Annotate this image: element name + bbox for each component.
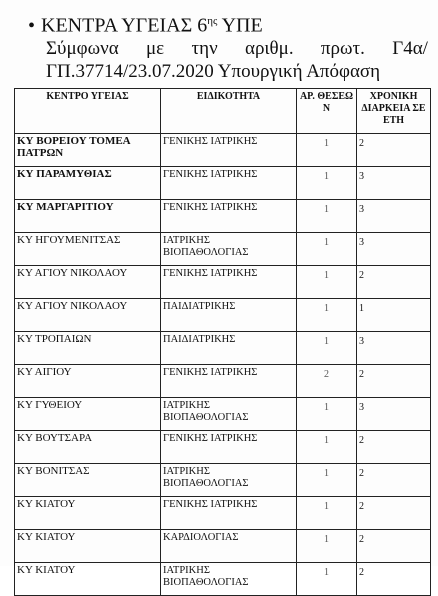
cell-duration: 2 [357,266,431,299]
cell-duration: 2 [357,134,431,167]
cell-duration: 3 [357,332,431,365]
cell-positions: 1 [297,233,357,266]
reference-word: Γ4α/ [392,38,428,59]
cell-positions: 1 [297,299,357,332]
header-duration: ΧΡΟΝΙΚΗ ΔΙΑΡΚΕΙΑ ΣΕ ΕΤΗ [357,89,431,134]
cell-center: ΚΥ ΤΡΟΠΑΙΩΝ [15,332,161,365]
cell-center: ΚΥ ΚΙΑΤΟΥ [15,563,161,596]
reference-word: πρωτ. [320,38,365,59]
cell-center: ΚΥ ΜΑΡΓΑΡΙΤΙΟΥ [15,200,161,233]
cell-center: ΚΥ ΒΟΝΙΤΣΑΣ [15,464,161,497]
heading-title: ΚΕΝΤΡΑ ΥΓΕΙΑΣ 6 [41,14,208,37]
cell-specialty: ΙΑΤΡΙΚΗΣ ΒΙΟΠΑΘΟΛΟΓΙΑΣ [161,398,297,431]
cell-center: ΚΥ ΚΙΑΤΟΥ [15,530,161,563]
table-row [15,167,431,200]
cell-center: ΚΥ ΠΑΡΑΜΥΘΙΑΣ [15,167,161,200]
cell-duration: 3 [357,200,431,233]
cell-specialty: ΠΑΙΔΙΑΤΡΙΚΗΣ [161,299,297,332]
cell-positions: 1 [297,431,357,464]
table-row [15,266,431,299]
cell-positions: 1 [297,332,357,365]
cell-specialty: ΚΑΡΔΙΟΛΟΓΙΑΣ [161,530,297,563]
cell-center: ΚΥ ΒΟΡΕΙΟΥ ΤΟΜΕΑ ΠΑΤΡΩΝ [15,134,161,167]
table-row [15,299,431,332]
cell-specialty: ΙΑΤΡΙΚΗΣ ΒΙΟΠΑΘΟΛΟΓΙΑΣ [161,233,297,266]
header-center: ΚΕΝΤΡΟ ΥΓΕΙΑΣ [15,89,161,134]
table-row [15,200,431,233]
cell-duration: 2 [357,464,431,497]
reference-line-1 [46,38,428,60]
heading-superscript: ης [207,15,218,27]
reference-word: Σύμφωνα [46,38,119,59]
cell-positions: 1 [297,134,357,167]
table-row [15,497,431,530]
cell-duration: 3 [357,167,431,200]
cell-center: ΚΥ ΓΥΘΕΙΟΥ [15,398,161,431]
table-row [15,332,431,365]
cell-positions: 1 [297,530,357,563]
cell-duration: 1 [357,299,431,332]
cell-positions: 1 [297,266,357,299]
cell-duration: 3 [357,233,431,266]
table-row [15,365,431,398]
cell-duration: 2 [357,431,431,464]
cell-specialty: ΓΕΝΙΚΗΣ ΙΑΤΡΙΚΗΣ [161,134,297,167]
cell-center: ΚΥ ΒΟΥΤΣΑΡΑ [15,431,161,464]
cell-specialty: ΙΑΤΡΙΚΗΣ ΒΙΟΠΑΘΟΛΟΓΙΑΣ [161,563,297,596]
section-heading [28,10,263,37]
health-centers-table [14,88,431,596]
cell-duration: 3 [357,398,431,431]
heading-tail: ΥΠΕ [221,14,263,37]
cell-positions: 1 [297,464,357,497]
bullet-icon: • [28,14,36,37]
cell-specialty: ΠΑΙΔΙΑΤΡΙΚΗΣ [161,332,297,365]
reference-word: με [146,38,165,59]
cell-specialty: ΓΕΝΙΚΗΣ ΙΑΤΡΙΚΗΣ [161,431,297,464]
cell-duration: 2 [357,530,431,563]
cell-specialty: ΓΕΝΙΚΗΣ ΙΑΤΡΙΚΗΣ [161,200,297,233]
cell-duration: 2 [357,365,431,398]
table-row [15,398,431,431]
reference-word: την [191,38,218,59]
cell-positions: 1 [297,167,357,200]
cell-positions: 1 [297,398,357,431]
table-row [15,563,431,596]
cell-specialty: ΓΕΝΙΚΗΣ ΙΑΤΡΙΚΗΣ [161,497,297,530]
table-header-row [15,89,431,134]
cell-specialty: ΙΑΤΡΙΚΗΣ ΒΙΟΠΑΘΟΛΟΓΙΑΣ [161,464,297,497]
table-row [15,530,431,563]
table-row [15,134,431,167]
cell-center: ΚΥ ΗΓΟΥΜΕΝΙΤΣΑΣ [15,233,161,266]
cell-specialty: ΓΕΝΙΚΗΣ ΙΑΤΡΙΚΗΣ [161,167,297,200]
header-specialty: ΕΙΔΙΚΟΤΗΤΑ [161,89,297,134]
table-row [15,464,431,497]
cell-positions: 1 [297,200,357,233]
cell-center: ΚΥ ΑΓΙΟΥ ΝΙΚΟΛΑΟΥ [15,266,161,299]
cell-specialty: ΓΕΝΙΚΗΣ ΙΑΤΡΙΚΗΣ [161,266,297,299]
cell-center: ΚΥ ΑΓΙΟΥ ΝΙΚΟΛΑΟΥ [15,299,161,332]
reference-word: αριθμ. [245,38,294,59]
reference-line-2: ΓΠ.37714/23.07.2020 Υπουργική Απόφαση [46,61,381,82]
cell-positions: 2 [297,365,357,398]
cell-duration: 2 [357,497,431,530]
table-row [15,233,431,266]
header-positions: ΑΡ. ΘΕΣΕΩ Ν [297,89,357,134]
cell-center: ΚΥ ΚΙΑΤΟΥ [15,497,161,530]
cell-specialty: ΓΕΝΙΚΗΣ ΙΑΤΡΙΚΗΣ [161,365,297,398]
cell-duration: 2 [357,563,431,596]
table-row [15,431,431,464]
cell-positions: 1 [297,497,357,530]
cell-center: ΚΥ ΑΙΓΙΟΥ [15,365,161,398]
cell-positions: 1 [297,563,357,596]
